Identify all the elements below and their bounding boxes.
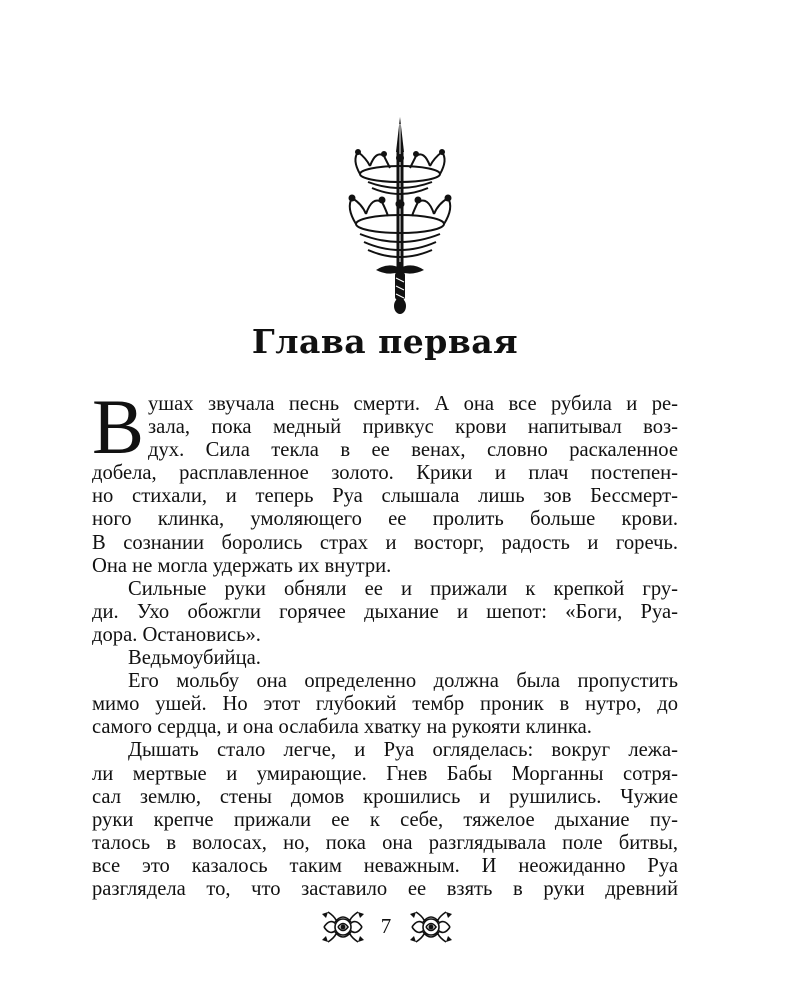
text-line: дора. Остановись».	[92, 623, 261, 646]
rose-ornament-icon	[406, 904, 456, 950]
text-line: добела, расплавленное золото. Крики и плач постепен-	[92, 462, 678, 485]
text-line: сал землю, стены домов крошились и рушились. Чужие	[92, 785, 678, 808]
text-line: ушах звучала песнь смерти. А она все рубила и ре-	[148, 393, 678, 415]
text-line: Ведьмоубийца.	[128, 647, 261, 670]
text-line: талось в волосах, но, пока она разглядывала поле битвы,	[92, 831, 678, 854]
chapter-title: Глава первая	[251, 322, 519, 361]
text-line: Сильные руки обняли ее и прижали к крепкой гру-	[128, 577, 678, 600]
text-line: руки крепче прижали ее к себе, тяжелое дыхание пу-	[92, 808, 678, 831]
page-number: 7	[380, 914, 392, 938]
text-line: мимо ушей. Но этот глубокий тембр проник в нутро, до	[92, 693, 678, 716]
text-line: зала, пока медный привкус крови напитывал воз-	[148, 416, 678, 439]
text-line: дух. Сила текла в ее венах, словно раскаленное	[148, 439, 678, 462]
text-line: Она не могла удержать их внутри.	[92, 554, 392, 577]
text-line: ли мертвые и умирающие. Гнев Бабы Морганны сотря-	[92, 762, 678, 785]
sword-with-crowns-icon	[330, 112, 470, 317]
text-line: ного клинка, умоляющего ее пролить больше крови.	[92, 508, 678, 531]
text-line: Дышать стало легче, и Руа огляделась: вокруг лежа-	[128, 739, 678, 762]
text-line: ди. Ухо обожгли горячее дыхание и шепот: «Боги, Руа-	[92, 600, 678, 623]
drop-cap: В	[92, 383, 145, 470]
text-line: Его мольбу она определенно должна была пропустить	[128, 670, 678, 693]
text-line: разглядела то, что заставило ее взять в руки древний	[92, 877, 678, 900]
chapter-body	[92, 393, 678, 901]
text-line: все это казалось таким неважным. И неожиданно Руа	[92, 854, 678, 877]
rose-ornament-icon	[318, 904, 368, 950]
text-line: но стихали, и теперь Руа слышала лишь зов Бессмерт-	[92, 485, 678, 508]
text-line: В сознании боролись страх и восторг, радость и горечь.	[92, 531, 678, 554]
text-line: самого сердца, и она ослабила хватку на рукояти клинка.	[92, 716, 592, 739]
page-footer	[0, 898, 770, 958]
